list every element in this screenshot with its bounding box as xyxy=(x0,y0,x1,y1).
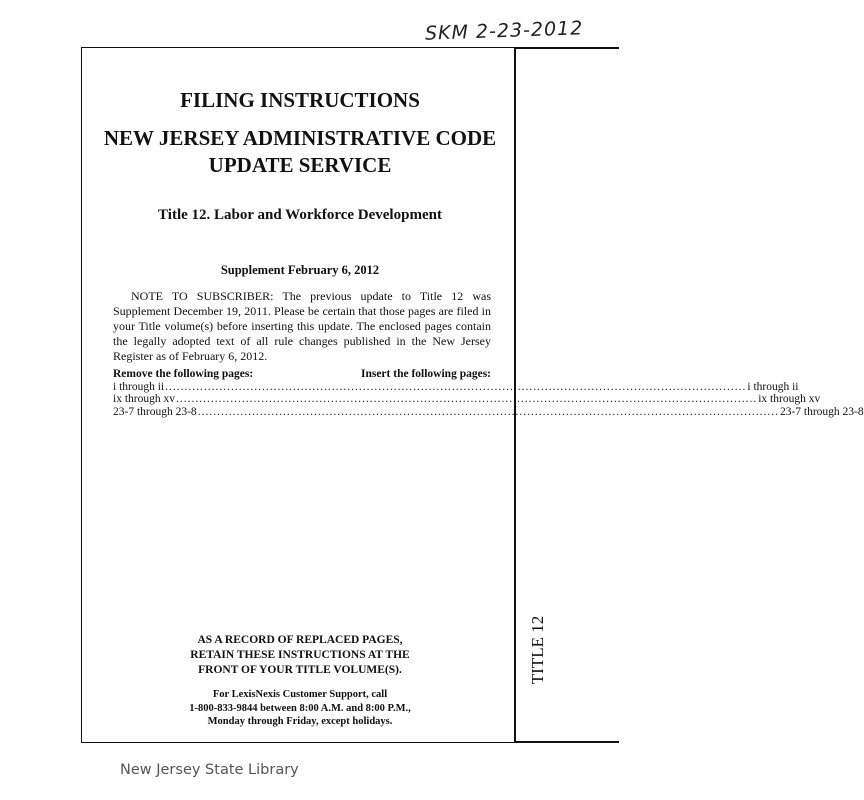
table-row xyxy=(113,405,864,419)
customer-support xyxy=(95,688,505,729)
tab-rule-bottom xyxy=(514,741,619,743)
remove-pages: ix through xv xyxy=(113,393,175,405)
service-heading-line1: NEW JERSEY ADMINISTRATIVE CODE xyxy=(103,126,497,150)
service-heading-line2: UPDATE SERVICE xyxy=(208,153,392,177)
insert-pages: 23-7 through 23-8 xyxy=(779,405,864,418)
title-tab-label: TITLE 12 xyxy=(528,615,548,685)
retain-line1: AS A RECORD OF REPLACED PAGES, xyxy=(197,634,403,646)
handwritten-note: SKM 2-23-2012 xyxy=(424,17,584,45)
pages-table-header xyxy=(113,368,491,381)
dot-leader: ...................................................................................................................................................... xyxy=(165,380,747,393)
title-line: Title 12. Labor and Workforce Development xyxy=(158,207,442,223)
retain-line3: FRONT OF YOUR TITLE VOLUME(S). xyxy=(198,664,402,676)
insert-header: Insert the following pages: xyxy=(360,368,491,380)
insert-pages: ix through xv xyxy=(758,393,821,405)
page-title: FILING INSTRUCTIONS xyxy=(180,88,420,112)
tab-rule-top xyxy=(514,47,619,49)
support-line1: For LexisNexis Customer Support, call xyxy=(212,689,388,700)
pages-table xyxy=(113,368,864,418)
remove-pages: i through ii xyxy=(113,380,165,393)
remove-pages: 23-7 through 23-8 xyxy=(113,405,197,418)
remove-header: Remove the following pages: xyxy=(113,368,254,380)
retain-instructions xyxy=(95,633,505,678)
library-stamp: New Jersey State Library xyxy=(120,762,299,778)
dot-leader: ...................................................................................................................................................... xyxy=(197,405,779,418)
title-tab xyxy=(518,600,558,700)
supplement-date: Supplement February 6, 2012 xyxy=(220,263,380,277)
table-row xyxy=(113,393,821,406)
dot-leader: ...................................................................................................................................................... xyxy=(175,393,758,405)
table-row xyxy=(113,380,799,394)
subscriber-note: NOTE TO SUBSCRIBER: The previous update to Title 12 was Supplement December 19, 2011. Please be certain that those pages are filed in your Title volume(s) before inserting this update. The enclosed pages contain the legally adopted text of all rule changes published in the New Jersey Register as of February 6, 2012. xyxy=(113,289,491,363)
insert-pages: i through ii xyxy=(747,380,799,393)
support-line2: 1-800-833-9844 between 8:00 A.M. and 8:00 P.M., xyxy=(189,702,411,714)
service-heading xyxy=(95,125,505,179)
support-line3: Monday through Friday, except holidays. xyxy=(207,716,393,727)
retain-line2: RETAIN THESE INSTRUCTIONS AT THE xyxy=(190,649,410,661)
